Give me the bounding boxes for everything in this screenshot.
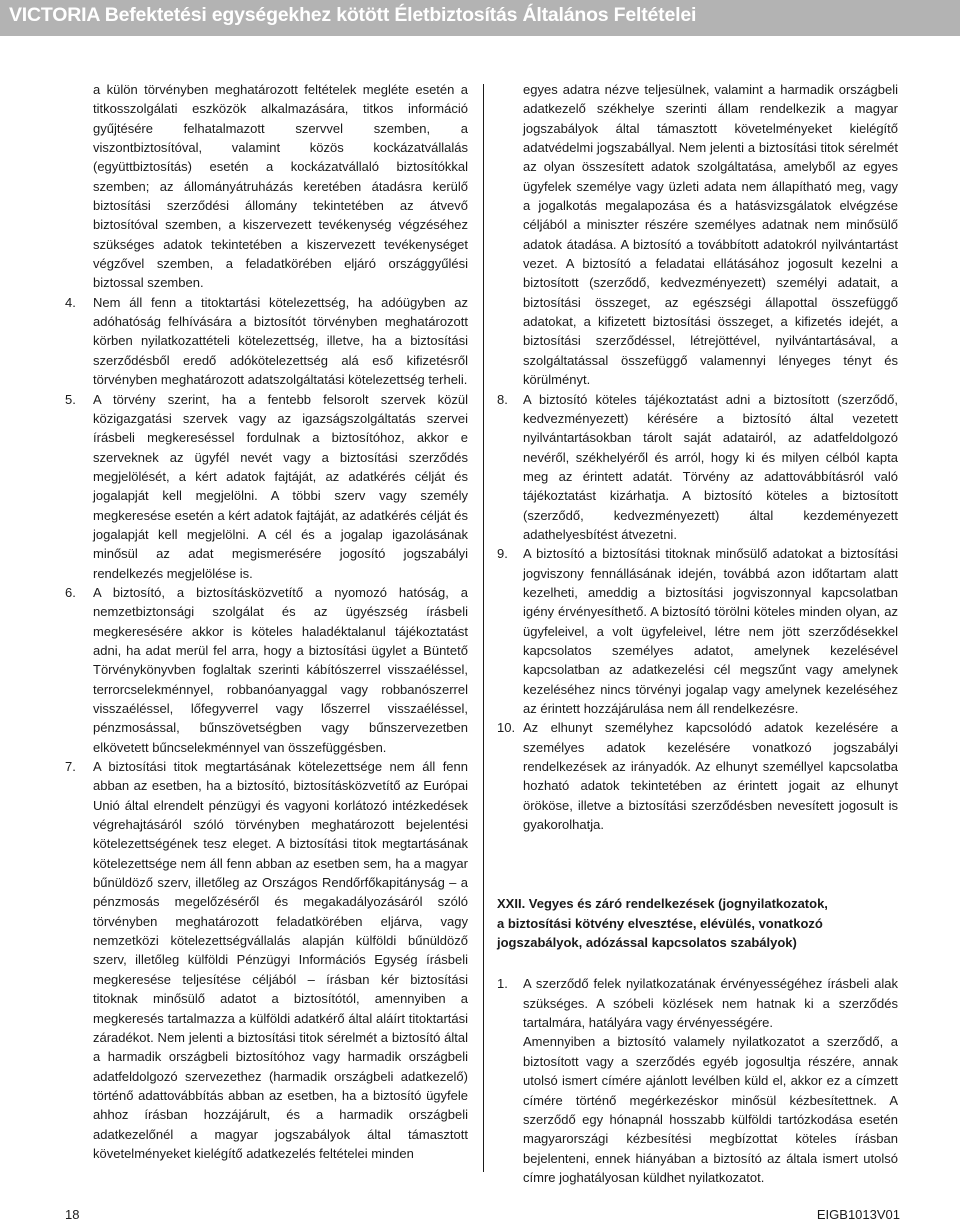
clause-text: Az elhunyt személyhez kapcsolódó adatok kezelésére a személyes adatok kezelésére vonatkozó jogszabályi rendelkezések az irányadók. Az elhunyt személlyel kapcsolatba hozható adatok tekintetében az érintett jogait az elhunyt örököse, illetve a biztosítási szerződésben nevesített jogosult is gyakorolhatja. [523, 720, 898, 833]
clause-text: Nem áll fenn a titoktartási kötelezettség, ha adóügyben az adóhatóság felhívására a biztosítót törvényben meghatározott körben nyilatkozattételi kötelezettség, illetve, ha a biztosítási szerződésből eredő adókötelezettség alá eső kifizetésről törvényben meghatározott adatszolgáltatási kötelezettség terheli. [93, 294, 468, 388]
clause-number: 5. [65, 391, 76, 407]
clause-text-continued: Amennyiben a biztosító valamely nyilatkozatot a szerződő, a biztosított vagy a szerződés egyéb jogosultja részére, annak utolsó ismert címére ajánlott levélben küld el, akkor ez a címzett címére történő megérkezéskor minősül kézbesítettnek. A szerződő egy hónapnál hosszabb külföldi tartózkodása esetén magyarországi kézbesítési megbízottat köteles írásban bejelenteni, ennek hiányában a biztosító az általa ismert utolsó címre joghatályosan küldhet nyilatkozatot. [523, 1034, 898, 1185]
page-number: 18 [65, 1207, 80, 1222]
spacer [497, 952, 898, 974]
clause-8 [497, 390, 898, 545]
clause-number: 7. [65, 759, 76, 775]
clause-number: 9. [497, 546, 508, 562]
clause-4 [65, 293, 468, 390]
clause-number: 1. [497, 976, 508, 992]
clause-5 [65, 390, 468, 583]
clause-text: A szerződő felek nyilatkozatának érvényességéhez írásbeli alak szükséges. A szóbeli közlések nem hatnak ki a szerződés tartalmára, hatályára vagy érvényességére. [523, 976, 898, 1031]
section-heading-line: jogszabályok, adózással kapcsolatos szabályok) [497, 935, 797, 951]
continuation-text: egyes adatra nézve teljesülnek, valamint a harmadik országbeli adatkezelő székhelye szerinti állam rendelkezik a magyar jogszabályok által támasztott követelményeket kielégítő adatvédelmi jogszabállyal. Nem jelenti a biztosítási titok sérelmét az olyan összesített adatok szolgáltatása, amelyből az egyes ügyfelek személye vagy üzleti adata nem állapítható meg, vagy a jogalkotás megalapozása és a hatásvizsgálatok elvégzése céljából a miniszter részére személyes adatnak nem minősülő adatok átadása. A biztosító a továbbított adatokról nyilvántartást vezet. A biztosító a feladatai ellátásához jogosult kezelni a biztosított (szerződő, kedvezményezett) személyi adatait, a biztosítási összeget, az egészségi állapottal összefüggő adatokat, a kifizetett biztosítási összeget, a kifizetés idejét, a biztosítási szerződéssel, létrejöttével, nyilvántartásával, a szolgáltatással összefüggő valamennyi lényeges tényt és körülményt. [523, 82, 898, 388]
clause-9 [497, 544, 898, 718]
clause-7 [65, 757, 468, 1163]
clause-number: 4. [65, 294, 76, 310]
section-clause-1 [497, 974, 898, 1187]
clause-number: 8. [497, 391, 508, 407]
section-heading-line: XXII. Vegyes és záró rendelkezések (jognyilatkozatok, [497, 896, 828, 912]
left-continuation-paragraph: a külön törvényben meghatározott feltételek megléte esetén a titkosszolgálati eszközök alkalmazására, titkos információ gyűjtésére felhatalmazott szervvel szemben, a viszontbiztosítóval, valamint közös kockázatvállalás (együttbiztosítás) esetén a kockázatvállaló biztosítókkal szemben; az állományátruházás keretében átadásra kerülő biztosítási szerződési állomány tekintetében az átvevő biztosítóval szemben, a kiszervezett tevékenység végzéséhez szükséges adatok tekintetében a kiszervezett tevékenységet végzővel szemben, a feladatkörében eljáró országgyűlési biztossal szemben. [93, 82, 468, 291]
section-heading-xxii [497, 894, 898, 952]
clause-number: 6. [65, 584, 76, 600]
right-column [497, 80, 898, 1187]
page-header [0, 0, 960, 36]
clause-text: A biztosító a biztosítási titoknak minősülő adatokat a biztosítási jogviszony fennállásának idején, továbbá azon időtartam alatt kezelheti, ameddig a biztosítási jogviszonnyal kapcsolatban igény érvényesíthető. A biztosító törölni köteles minden olyan, az ügyfeleivel, a volt ügyfeleivel, létre nem jött szerződésekkel kapcsolatos személyes adatot, amelynek kezelésével kapcsolatban az adatkezelési cél megszűnt vagy amelynek kezeléséhez nincs törvényi jogalap vagy amelynek kezeléséhez az érintett hozzájárulása nem áll rendelkezésre. [523, 546, 898, 716]
clause-text: A törvény szerint, ha a fentebb felsorolt szervek közül közigazgatási szervek vagy az igazságszolgáltatás szervei írásbeli megkereséssel fordulnak a biztosítóhoz, akkor e szerveknek az ügyfél nevét vagy a biztosítási szerződés megjelölését, a kért adatok fajtáját, az adatkérés célját és jogalapját kell megjelölni. A többi szerv vagy személy megkeresése esetén a kért adatok fajtáját, az adatkérés célját és jogalapját kell megjelölni. A cél és a jogalap igazolásának minősül az adat megismerésére jogosító jogszabályi rendelkezés megjelölése is. [93, 391, 468, 581]
clause-text: A biztosító köteles tájékoztatást adni a biztosított (szerződő, kedvezményezett) kérésére a biztosító által vezetett nyilvántartásokban tárolt saját adatairól, az adatfeldolgozó nevéről, székhelyéről és arról, hogy ki és milyen célból kapta meg az érintett adatát. Törvény az adattovábbításról való tájékoztatást kizárhatja. A biztosító köteles a biztosított (szerződő, kedvezményezett) által kezdeményezett adathelyesbítést átvezetni. [523, 391, 898, 542]
clause-6 [65, 583, 468, 757]
clause-text: A biztosítási titok megtartásának kötelezettsége nem áll fenn abban az esetben, ha a biztosító, biztosításközvetítő az Európai Unió által elrendelt pénzügyi és vagyoni korlátozó intézkedések végrehajtásáról szóló törvényben meghatározott bejelentési kötelezettségének tesz eleget. A biztosítási titok megtartásának kötelezettsége nem áll fenn abban az esetben sem, ha a magyar bűnüldöző szerv, illetőleg az Országos Rendőrfőkapitányság – a pénzmosás megelőzéséről és megakadályozásáról szóló törvényben meghatározott feladatkörében eljárva, vagy nemzetközi kötelezettségvállalás alapján külföldi bűnüldöző szerv, illetőleg külföldi Pénzügyi Információs Egység írásbeli megkeresése teljesítése céljából – írásban kér biztosítási titoknak minősülő adatot a biztosítótól, amennyiben a megkeresés tartalmazza a külföldi adatkérő által aláírt titoktartási záradékot. Nem jelenti a biztosítási titok sérelmét a biztosító által a harmadik országbeli biztosítóhoz vagy harmadik országbeli adatfeldolgozó szervezethez (harmadik országbeli adatkezelő) történő adattovábbítás abban az esetben, ha a biztosító ügyfele ahhoz írásban hozzájárult, és a harmadik országbeli adatkezelőnél a magyar jogszabályok által támasztott követelményeket kielégítő adatkezelés feltételei minden [93, 759, 468, 1161]
clause-text: A biztosító, a biztosításközvetítő a nyomozó hatóság, a nemzetbiztonsági szolgálat és az ügyészség írásbeli megkeresésére akkor is köteles haladéktalanul tájékoztatást adni, ha adat merül fel arra, hogy a biztosítási ügylet a Büntető Törvénykönyvben foglaltak szerinti kábítószerrel visszaéléssel, terrorcselekménnyel, robbanóanyaggal vagy robbanószerrel visszaéléssel, lőfegyverrel vagy lőszerrel visszaéléssel, pénzmosással, bűnszövetségben vagy bűnszervezetben elkövetett bűncselekménnyel van összefüggésben. [93, 584, 468, 755]
left-column [65, 80, 468, 1163]
section-heading-line: a biztosítási kötvény elvesztése, elévülés, vonatkozó [497, 915, 823, 931]
document-title: VICTORIA Befektetési egységekhez kötött Életbiztosítás Általános Feltételei [9, 4, 697, 26]
clause-number: 10. [497, 720, 516, 736]
clause-10 [497, 718, 898, 834]
document-code: EIGB1013V01 [816, 1207, 900, 1222]
column-divider [483, 84, 484, 1172]
right-continuation-paragraph [497, 80, 898, 390]
